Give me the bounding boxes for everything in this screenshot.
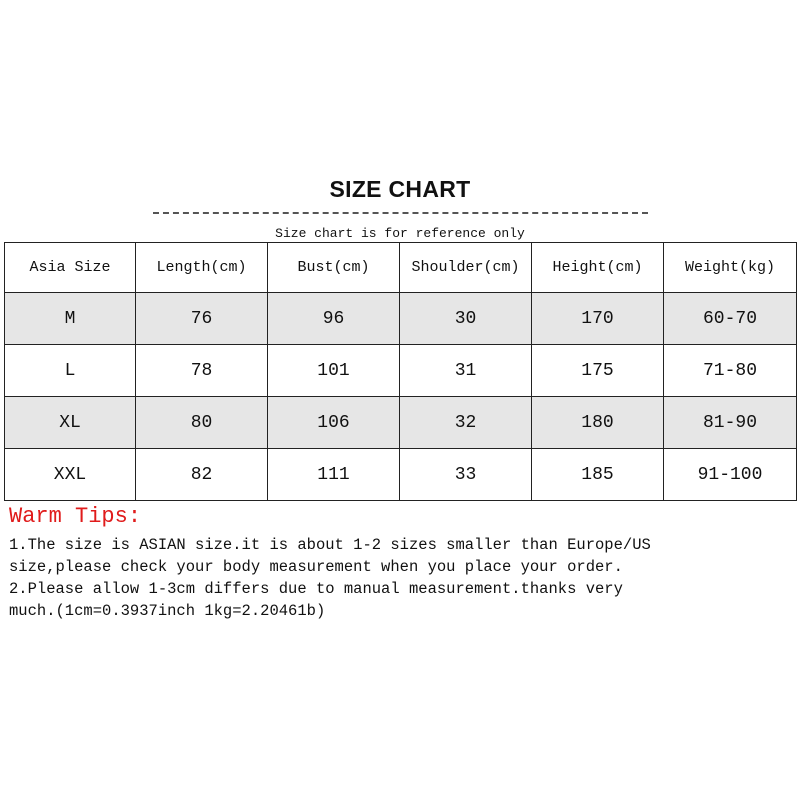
table-row [5,449,797,501]
header-asia-size: Asia Size [5,243,136,293]
header-shoulder: Shoulder(cm) [400,243,532,293]
cell-height: 180 [532,397,664,449]
cell-height: 175 [532,345,664,397]
cell-size: XL [5,397,136,449]
dashed-divider [153,212,648,214]
cell-bust: 96 [268,293,400,345]
cell-bust: 111 [268,449,400,501]
warm-tips-body [9,534,789,622]
cell-weight: 71-80 [664,345,797,397]
cell-size: M [5,293,136,345]
cell-weight: 60-70 [664,293,797,345]
tip-line: 1.The size is ASIAN size.it is about 1-2 sizes smaller than Europe/US [9,536,651,554]
header-bust: Bust(cm) [268,243,400,293]
cell-shoulder: 31 [400,345,532,397]
table-row [5,397,797,449]
cell-length: 80 [136,397,268,449]
tip-line: size,please check your body measurement when you place your order. [9,558,623,576]
tip-line: much.(1cm=0.3937inch 1kg=2.20461b) [9,602,326,620]
cell-bust: 101 [268,345,400,397]
cell-length: 78 [136,345,268,397]
header-weight: Weight(kg) [664,243,797,293]
tip-line: 2.Please allow 1-3cm differs due to manual measurement.thanks very [9,580,623,598]
table-row [5,345,797,397]
cell-height: 170 [532,293,664,345]
header-height: Height(cm) [532,243,664,293]
table-row [5,293,797,345]
table-header-row [5,243,797,293]
size-table [4,242,797,501]
cell-bust: 106 [268,397,400,449]
cell-size: XXL [5,449,136,501]
cell-weight: 91-100 [664,449,797,501]
cell-length: 76 [136,293,268,345]
header-length: Length(cm) [136,243,268,293]
cell-weight: 81-90 [664,397,797,449]
page-title: SIZE CHART [329,176,471,202]
cell-shoulder: 30 [400,293,532,345]
cell-height: 185 [532,449,664,501]
warm-tips-heading: Warm Tips: [9,504,142,529]
cell-size: L [5,345,136,397]
reference-note: Size chart is for reference only [275,226,525,241]
cell-shoulder: 33 [400,449,532,501]
cell-length: 82 [136,449,268,501]
cell-shoulder: 32 [400,397,532,449]
